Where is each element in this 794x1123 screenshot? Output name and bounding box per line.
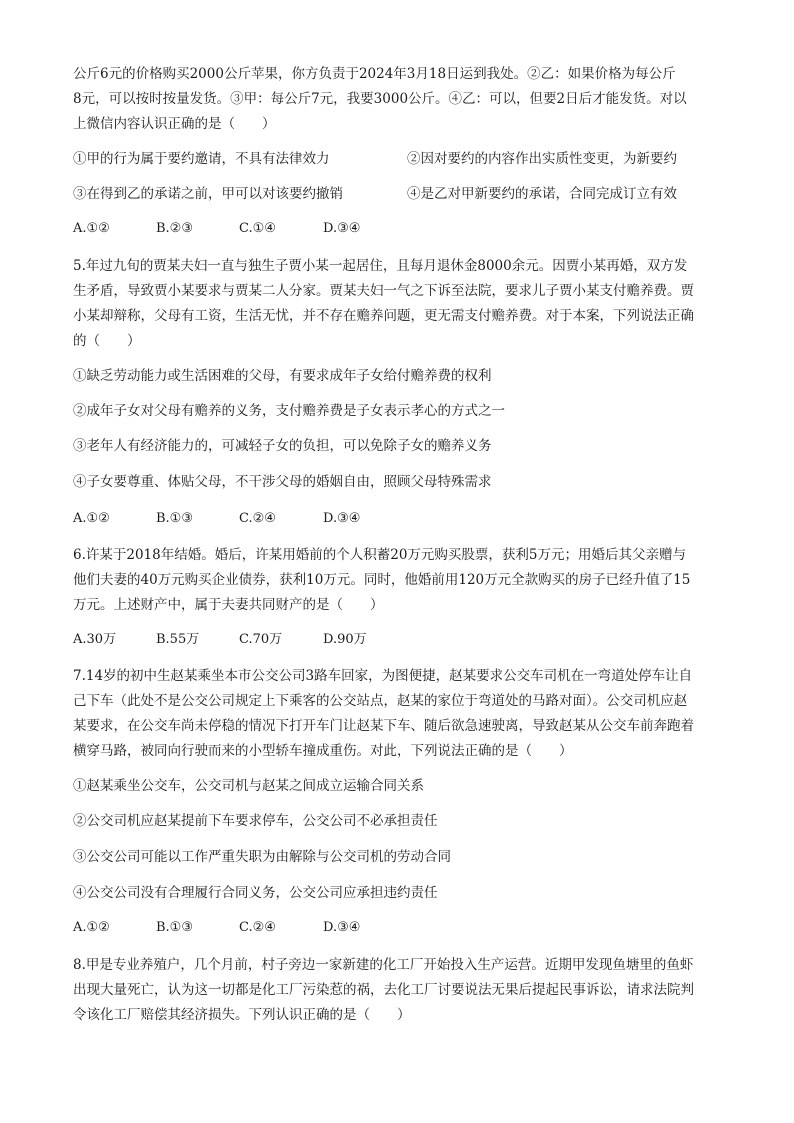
- q7-line-2: 己下车（此处不是公交公司规定上下乘客的公交站点，赵某的家位于弯道处的马路对面）。公交司机应赵: [73, 693, 688, 709]
- q6-choice-b[interactable]: B.55万: [156, 632, 200, 647]
- q4-statement-2: ②因对要约的内容作出实质性变更，为新要约: [407, 151, 677, 167]
- q4-choice-b[interactable]: B.②③: [156, 221, 193, 236]
- q4-statement-3: ③在得到乙的承诺之前，甲可以对该要约撤销: [73, 186, 343, 202]
- q8-line-3: 令该化工厂赔偿其经济损失。下列认识正确的是（ ）: [73, 1007, 411, 1023]
- q7-statement-3: ③公交公司可能以工作严重失职为由解除与公交司机的劳动合同: [73, 849, 451, 865]
- q7-line-1: 7.14岁的初中生赵某乘坐本市公交公司3路车回家，为图便捷，赵某要求公交车司机在一弯道处停车让自: [73, 668, 693, 684]
- q8-line-2: 出现大量死亡，认为这一切都是化工厂污染惹的祸，去化工厂讨要说法无果后提起民事诉讼，请求法院判: [73, 982, 694, 998]
- q5-choice-b[interactable]: B.①③: [156, 511, 193, 526]
- q5-statement-2: ②成年子女对父母有赡养的义务，支付赡养费是子女表示孝心的方式之一: [73, 403, 505, 419]
- q7-statement-2: ②公交司机应赵某提前下车要求停车，公交公司不必承担责任: [73, 813, 438, 829]
- q5-statement-3: ③老年人有经济能力的，可减轻子女的负担，可以免除子女的赡养义务: [73, 438, 492, 454]
- q6-line-1: 6.许某于2018年结婚。婚后，许某用婚前的个人积蓄20万元购买股票，获利5万元；用婚后其父亲赠与: [73, 547, 687, 563]
- q5-statement-1: ①缺乏劳动能力或生活困难的父母，有要求成年子女给付赡养费的权利: [73, 368, 492, 384]
- q5-choice-c[interactable]: C.②④: [239, 511, 276, 526]
- q4-statement-4: ④是乙对甲新要约的承诺，合同完成订立有效: [407, 186, 677, 202]
- q6-line-2: 他们夫妻的40万元购买企业债券，获利10万元。同时，他婚前用120万元全款购买的房子已经升值了15: [73, 572, 691, 588]
- q4-statement-1: ①甲的行为属于要约邀请，不具有法律效力: [73, 151, 330, 167]
- q7-statement-1: ①赵某乘坐公交车，公交司机与赵某之间成立运输合同关系: [73, 778, 424, 794]
- q5-line-2: 生矛盾，导致贾小某要求与贾某二人分家。贾某夫妇一气之下诉至法院，要求儿子贾小某支付赡养费。贾: [73, 283, 694, 299]
- q7-line-3: 某要求，在公交车尚未停稳的情况下打开车门让赵某下车、随后欲急速驶离，导致赵某从公交车前奔跑着: [73, 718, 694, 734]
- q5-choice-a[interactable]: A.①②: [73, 511, 110, 526]
- q5-line-4: 的（ ）: [73, 333, 141, 349]
- q7-choice-c[interactable]: C.②④: [239, 920, 276, 935]
- q4-line-1: 公斤6元的价格购买2000公斤苹果，你方负责于2024年3月18日运到我处。②乙：如果价格为每公斤: [73, 66, 676, 82]
- q4-line-3: 上微信内容认识正确的是（ ）: [73, 116, 276, 132]
- q4-choice-a[interactable]: A.①②: [73, 221, 110, 236]
- q5-choice-d[interactable]: D.③④: [323, 511, 361, 526]
- q6-choice-c[interactable]: C.70万: [239, 632, 283, 647]
- q7-choice-a[interactable]: A.①②: [73, 920, 110, 935]
- q6-line-3: 万元。上述财产中，属于夫妻共同财产的是（ ）: [73, 597, 384, 613]
- q5-line-1: 5.年过九旬的贾某夫妇一直与独生子贾小某一起居住，且每月退休金8000余元。因贾小某再婚，双方发: [73, 258, 688, 274]
- q4-choice-c[interactable]: C.①④: [239, 221, 276, 236]
- q6-choice-a[interactable]: A.30万: [73, 632, 117, 647]
- q7-choice-b[interactable]: B.①③: [156, 920, 193, 935]
- q8-line-1: 8.甲是专业养殖户，几个月前，村子旁边一家新建的化工厂开始投入生产运营。近期甲发现鱼塘里的鱼虾: [73, 957, 694, 973]
- q5-line-3: 小某却辩称，父母有工资，生活无忧，并不存在赡养问题，更无需支付赡养费。对于本案，下列说法正确: [73, 308, 694, 324]
- q4-line-2: 8元，可以按时按量发货。③甲：每公斤7元，我要3000公斤。④乙：可以，但要2日后才能发货。对以: [73, 91, 687, 107]
- q6-choice-d[interactable]: D.90万: [323, 632, 367, 647]
- q7-line-4: 横穿马路，被同向行驶而来的小型轿车撞成重伤。对此，下列说法正确的是（ ）: [73, 743, 573, 759]
- q4-choice-d[interactable]: D.③④: [323, 221, 361, 236]
- q5-statement-4: ④子女要尊重、体贴父母，不干涉父母的婚姻自由，照顾父母特殊需求: [73, 474, 492, 490]
- q7-choice-d[interactable]: D.③④: [323, 920, 361, 935]
- q7-statement-4: ④公交公司没有合理履行合同义务，公交公司应承担违约责任: [73, 885, 438, 901]
